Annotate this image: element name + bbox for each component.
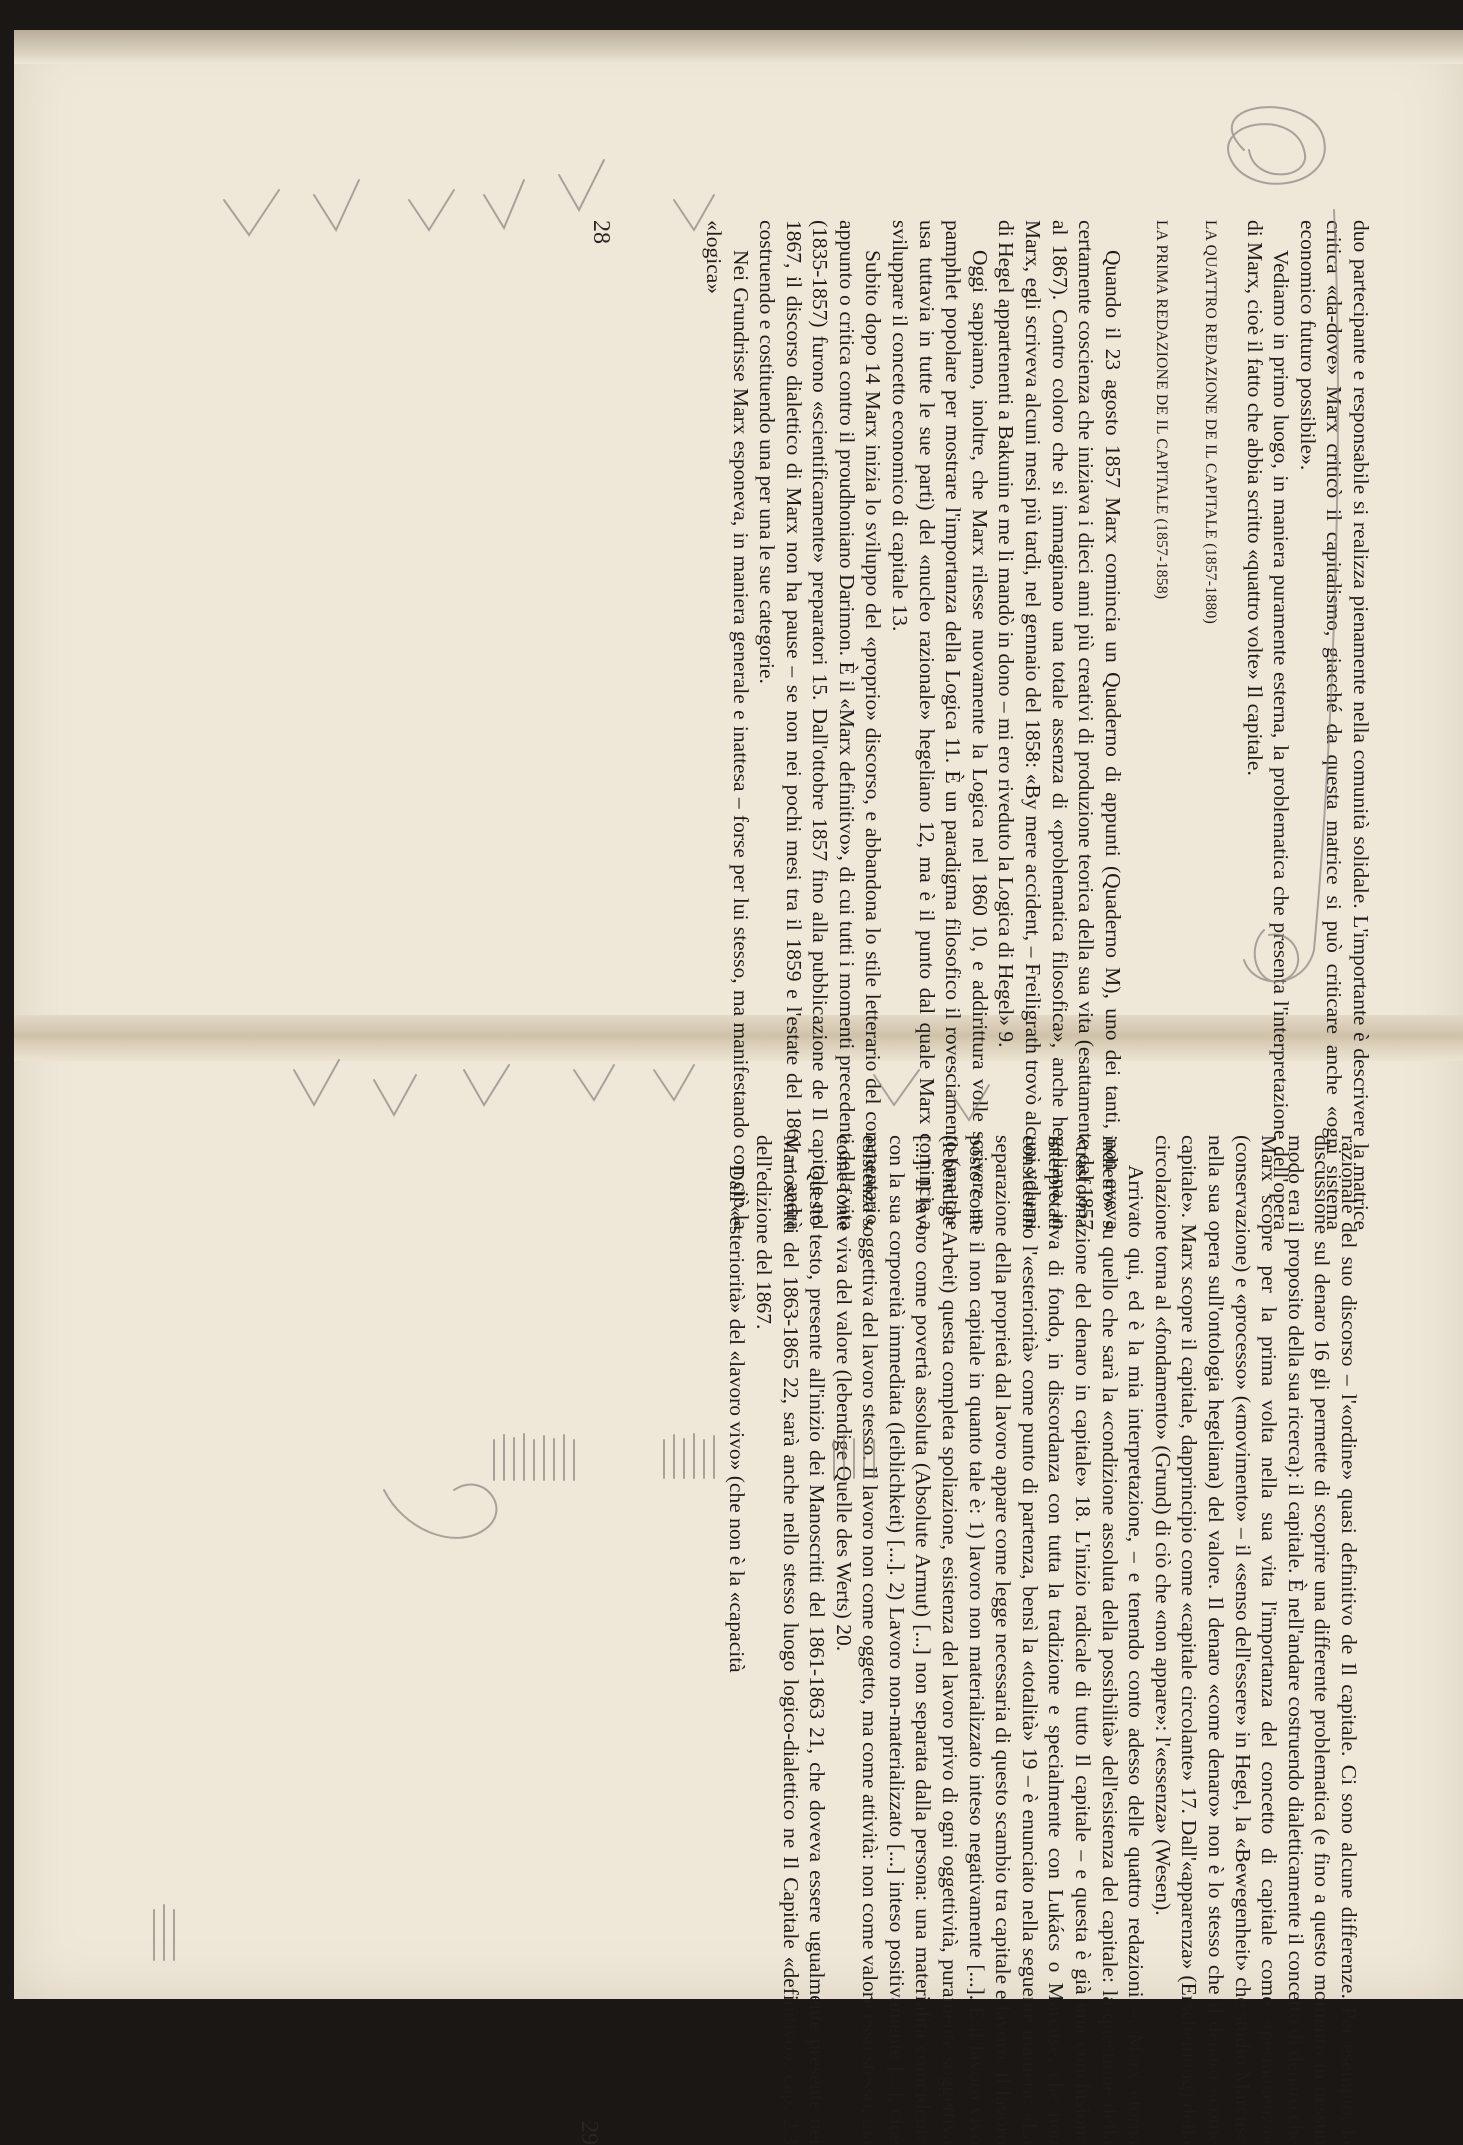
paragraph: duo partecipante e responsabile si realizza pienamente nella comunità solidale. L'importante è descrivere la matrice critica «da-dove» Marx criticò il capitalismo, giacché da questa matrice si può criticare anche «ogni sistema economico futuro possibile». xyxy=(1295,220,1373,1230)
page-29-text xyxy=(724,1135,1362,2145)
pencil-tick xyxy=(314,180,359,230)
pencil-hatch xyxy=(154,1905,174,1960)
page-edge xyxy=(14,30,1463,64)
paragraph: Dall'«esteriorità» del «lavoro vivo» (che non è la «capacità xyxy=(725,1165,750,1673)
pencil-tick xyxy=(484,180,524,228)
paragraph: Vediamo in primo luogo, in maniera puramente esterna, la problematica che presenta l'interpretazione dell'opera di Marx, cioè il fatto che abbia scritto «quattro volte» Il capitale. xyxy=(1242,220,1294,1230)
pencil-tick xyxy=(559,160,604,210)
paragraph: Quando il 23 agosto 1857 Marx comincia un Quaderno di appunti (Quaderno M), uno dei tanti, non aveva certamente coscienza che iniziava i dieci anni più creativi di produzione teorica della sua vita (esattamente dal 1857 al 1867). Contro coloro che si immaginano una totale assenza di «problematica filosofica», anche hegeliana, in Marx, egli scriveva alcuni mesi più tardi, nel gennaio del 1858: «By mere accident, – Freiligrath trovò alcuni volumi di Hegel appartenenti a Bakunin e me li mandò in dono – mi ero riveduto la Logica di Hegel» 9. xyxy=(994,220,1125,1230)
section-heading: LA QUATTRO REDAZIONE DE IL CAPITALE (1857-1880) xyxy=(1202,220,1220,625)
page-28 xyxy=(588,220,1374,1230)
pencil-hatch xyxy=(494,1434,574,1480)
paragraph: Oggi sappiamo, inoltre, che Marx rilesse nuovamente la Logica nel 1860 10, e addirittura volle scrivere un pamphlet popolare per mostrare l'importanza della Logica 11. È un paradigma filosofico il rovesciamento (ma che usa tuttavia in tutte le sue parti) del «nucleo razionale» hegeliano 12, ma è il punto dal quale Marx comincia a sviluppare il concetto economico di capitale 13. xyxy=(888,220,992,1230)
paragraph: Questo testo, presente all'inizio dei Manoscritti del 1861-1863 21, che doveva essere ugualmente presente nei Manoscritti del 1863-1865 22, sarà anche nello stesso luogo logico-dialettico ne Il Capitale «definitivo», cap. 2.3 dell'edizione del 1867. xyxy=(751,1135,830,2145)
pencil-loop xyxy=(384,1485,496,1538)
page-number: 28 xyxy=(588,220,614,244)
subsection-heading: LA PRIMA REDAZIONE DE IL CAPITALE (1857-1858) xyxy=(1153,220,1171,600)
paragraph: Nei Grundrisse Marx esponeva, in maniera generale e inattesa – forse per lui stesso, ma manifestando con ciò la «logica» xyxy=(701,220,753,1230)
pencil-tick xyxy=(294,1060,339,1105)
page-28-text xyxy=(700,220,1374,1230)
pencil-tick xyxy=(224,190,279,235)
page-number: 29 xyxy=(576,2121,602,2145)
pencil-tick xyxy=(464,1065,509,1105)
page-29 xyxy=(576,1135,1362,2145)
paragraph: Subito dopo 14 Marx inizia lo sviluppo del «proprio» discorso, e abbandona lo stile letterario del commentario, appunto o critica contro il proudhoniano Darimon. È il «Marx definitivo», di cui tutti i momenti precedenti della vita (1835-1857) furono «scientificamente» preparatori 15. Dall'ottobre 1857 fino alla pubblicazione de Il capitale nel 1867, il discorso dialettico di Marx non ha pause – se non nei pochi mesi tra il 1859 e l'estate del 1861 –: andrà costruendo e costituendo una per una le sue categorie. xyxy=(755,220,886,1230)
paragraph: Arrivato qui, ed è la mia interpretazione, – e tenendo conto adesso delle quattro redazioni –, Marx «torna indietro» su quello che sarà la «condizione assoluta della possibilità» dell'esistenza del capitale: la questione della «trasformazione del denaro in capitale» 18. L'inizio radicale di tutto Il capitale – e questa è già una conclusione interpretativa di fondo, in discordanza con tutta la tradizione e specialmente con Lukács o Marcuse, che non considerano l'«esteriorità» come punto di partenza, bensì la «totalità» 19 – è enunciato nella seguente maniera: «La separazione della proprietà dal lavoro appare come legge necessaria di questo scambio tra capitale e lavoro. Il lavoro posto come il non capitale in quanto tale è: 1) lavoro non materializzato inteso negativamente [...]. È il lavoro vivo (lebendige Arbeit) questa completa spoliazione, esistenza del lavoro privo di ogni oggettività, puramente soggettiva [...]. Il lavoro come povertà assoluta (Absolute Armut) [...] non separata dalla persona: una materialità coincidente con la sua corporeità immediata (leiblichkeit) [...]. 2) Lavoro non-materializzato [...] inteso positivamente [...], cioè esistenza soggettiva del lavoro stesso. Il lavoro non come oggetto, ma come attività: non come valore esso stesso, ma come fonte viva del valore (lebendige Quelle des Werts) 20. xyxy=(831,1135,1149,2145)
paragraph: razionale del suo discorso – l'«ordine» quasi definitivo de Il capitale. Ci sono alcune differenze. Per esempio, la discussione sul denaro 16 gli permette di scoprire una differente problematica (e fino a questo momento in nessun modo era il proposito della sua ricerca): il capitale. È nell'andare costruendo dialetticamente il concetto di denaro che Marx scopre per la prima volta nella sua vita l'importanza del concetto di capitale come «permanenza» (conservazione) e «processo» («movimento» – il «senso dell'essere» in Hegel, la «Bewegenheit» che studiò Marcuse nella sua opera sull'ontologia hegeliana) del valore. Il denaro «come denaro» non è lo stesso che il denaro «come capitale». Marx scopre il capitale, dapprincipio come «capitale circolante» 17. Dall'«apparenza» (Erscheinung) della circolazione torna al «fondamento» (Grund) di ciò che «non appare»: l'«essenza» (Wesen). xyxy=(1150,1135,1361,2145)
pencil-tick xyxy=(374,1075,416,1115)
book-scan xyxy=(14,30,1463,2145)
pencil-tick xyxy=(409,190,454,230)
pencil-scribble-circle xyxy=(1228,107,1325,184)
pencil-tick xyxy=(574,1065,614,1100)
